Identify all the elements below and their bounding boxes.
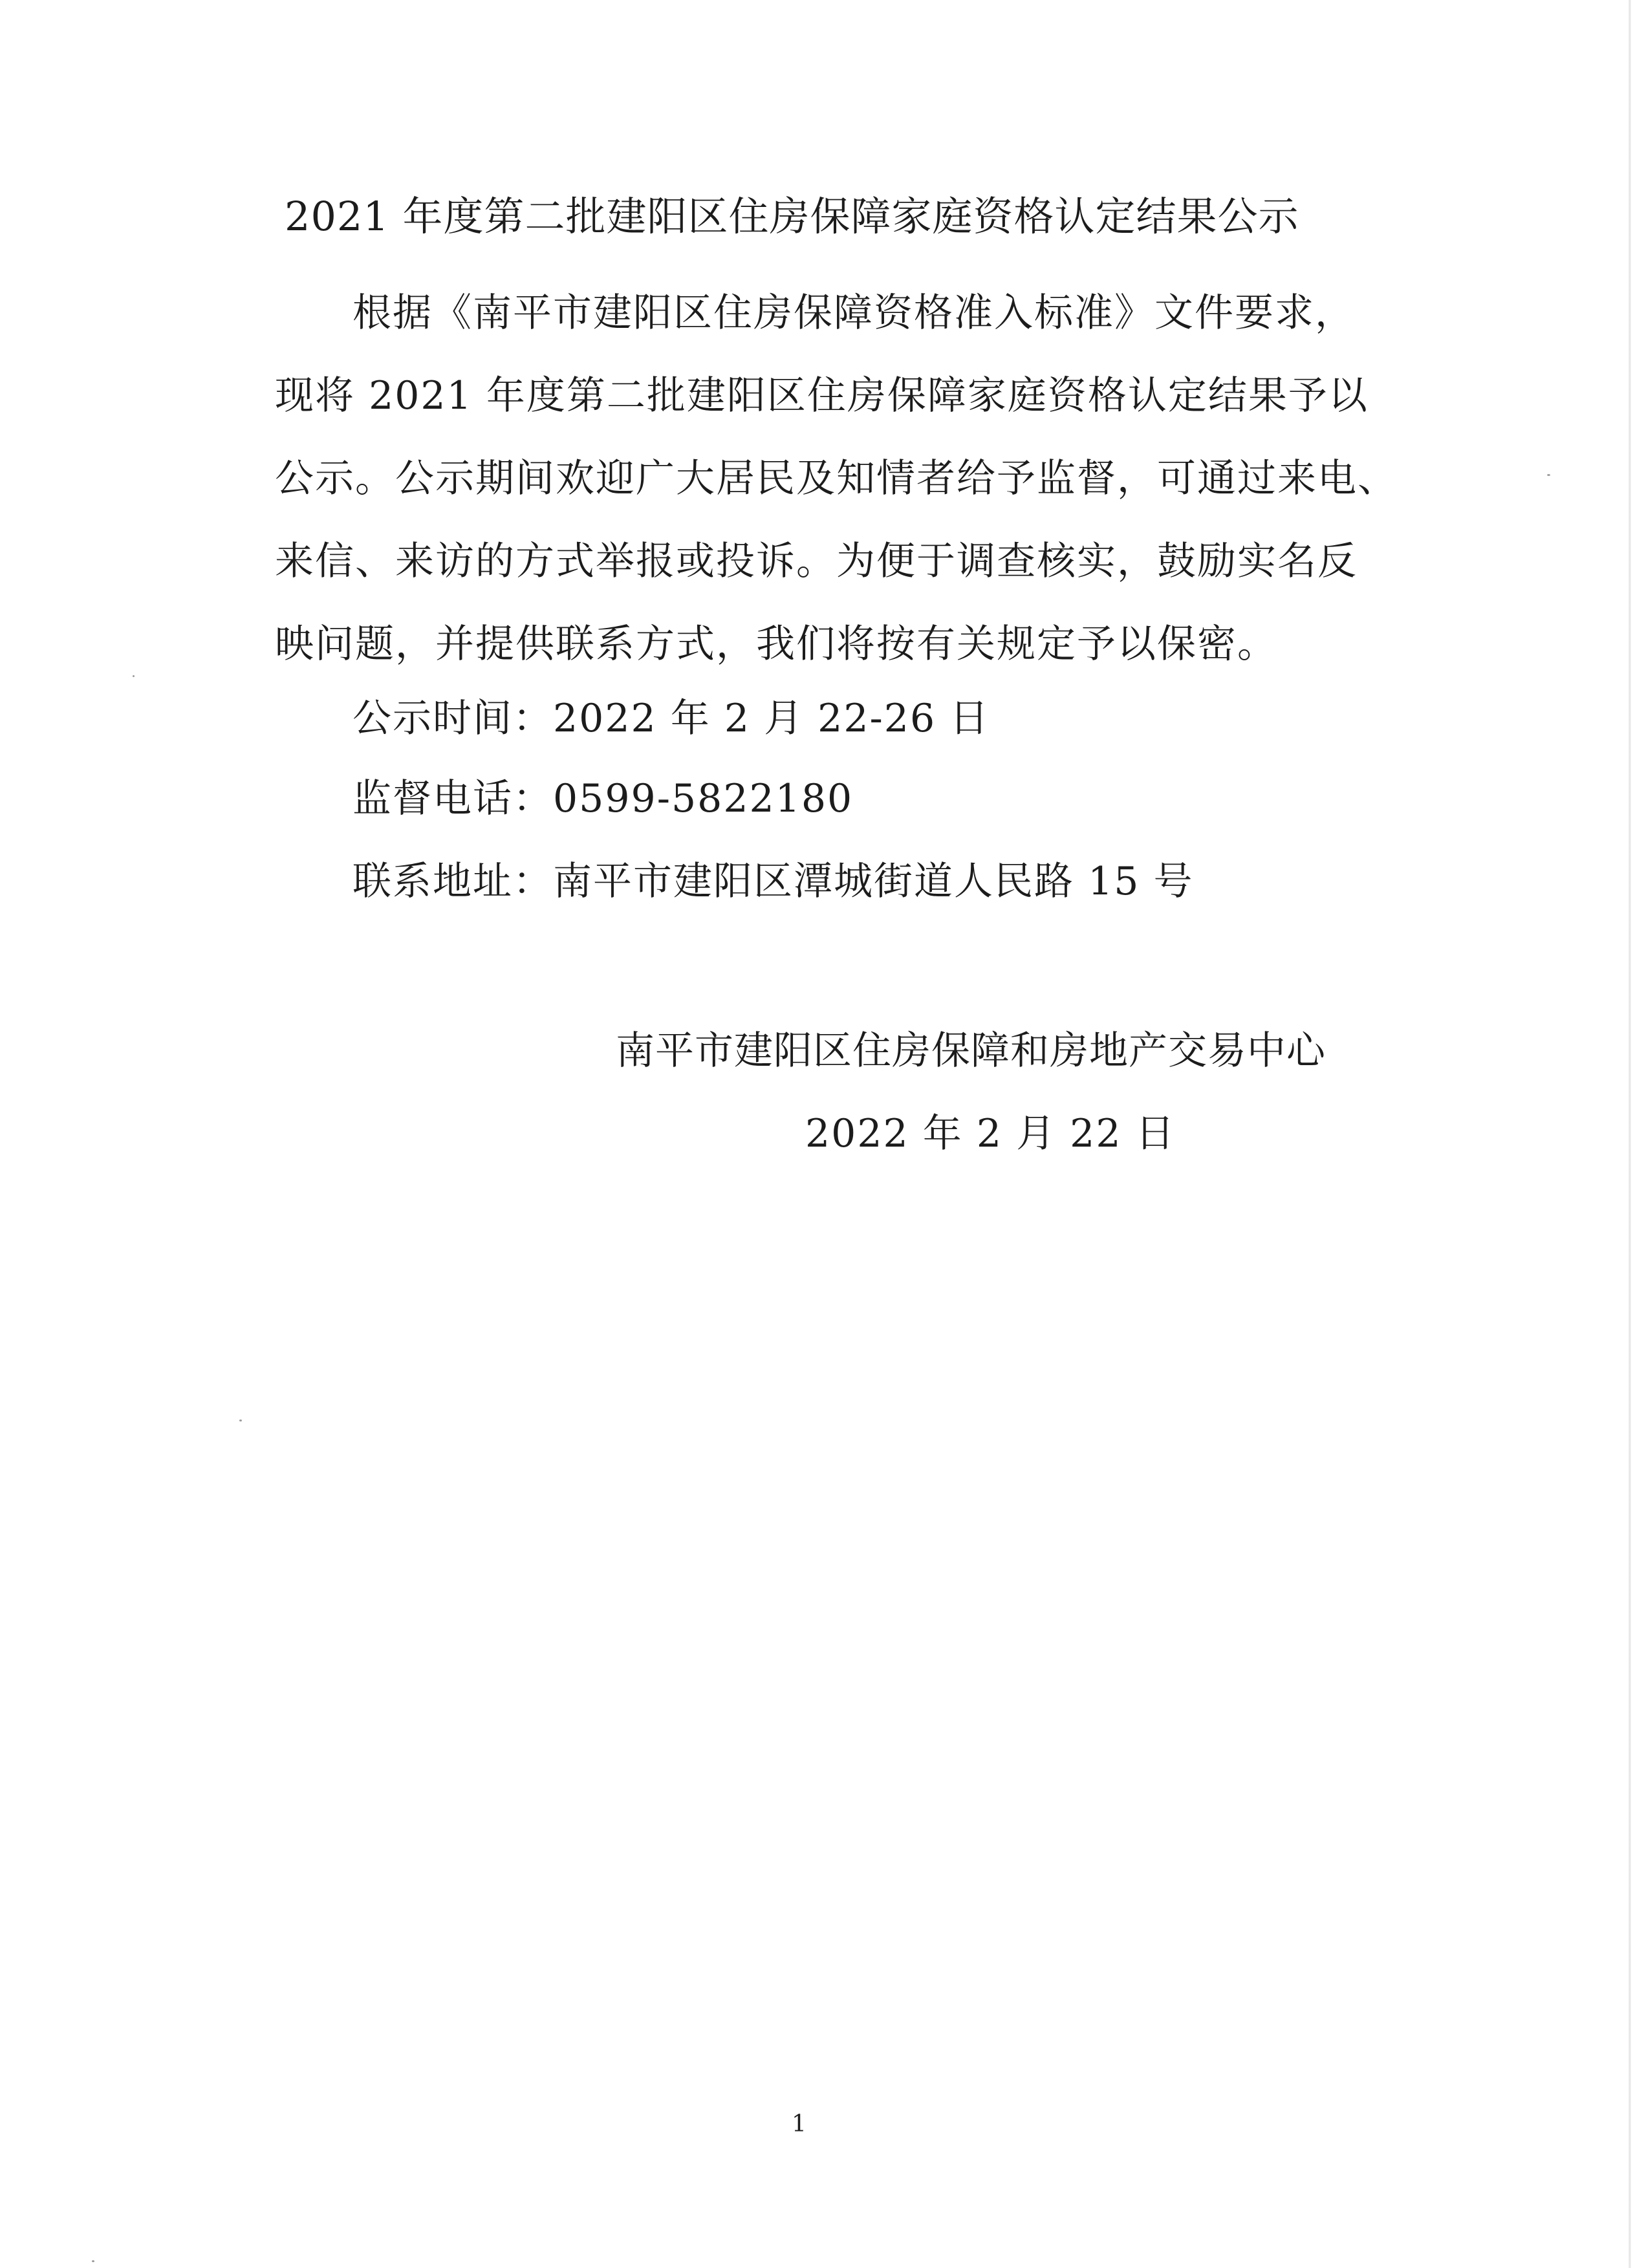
supervision-phone-row: [352, 770, 853, 828]
contact-address-label: 联系地址：: [352, 859, 553, 904]
body-line: 来信、来访的方式举报或投诉。为便于调查核实，鼓励实名反: [275, 539, 1358, 584]
scan-speck: [239, 1420, 242, 1421]
scan-speck: [1547, 474, 1550, 476]
body-paragraph: [275, 272, 1398, 686]
body-line: 公示。公示期间欢迎广大居民及知情者给予监督，可通过来电、: [275, 456, 1398, 501]
publicity-time-value: 2022 年 2 月 22-26 日: [553, 696, 990, 741]
body-line: 映问题，并提供联系方式，我们将按有关规定予以保密。: [275, 621, 1277, 667]
scan-speck: [133, 675, 135, 677]
scan-edge: [1629, 0, 1631, 2268]
signing-organization: 南平市建阳区住房保障和房地产交易中心: [616, 1028, 1326, 1074]
signing-date: 2022 年 2 月 22 日: [805, 1111, 1176, 1156]
supervision-phone-label: 监督电话：: [352, 776, 553, 821]
publicity-time-label: 公示时间：: [352, 696, 553, 741]
scan-speck: [92, 2260, 94, 2262]
body-line: 现将 2021 年度第二批建阳区住房保障家庭资格认定结果予以: [275, 373, 1369, 418]
contact-address-row: [352, 852, 1194, 911]
body-line: 根据《南平市建阳区住房保障资格准入标准》文件要求，: [352, 290, 1355, 336]
supervision-phone-value: 0599-5822180: [553, 776, 854, 821]
publicity-time-row: [352, 689, 990, 748]
page-number: 1: [792, 2111, 807, 2137]
contact-address-value: 南平市建阳区潭城街道人民路 15 号: [553, 859, 1194, 904]
document-title: 2021 年度第二批建阳区住房保障家庭资格认定结果公示: [285, 193, 1299, 240]
